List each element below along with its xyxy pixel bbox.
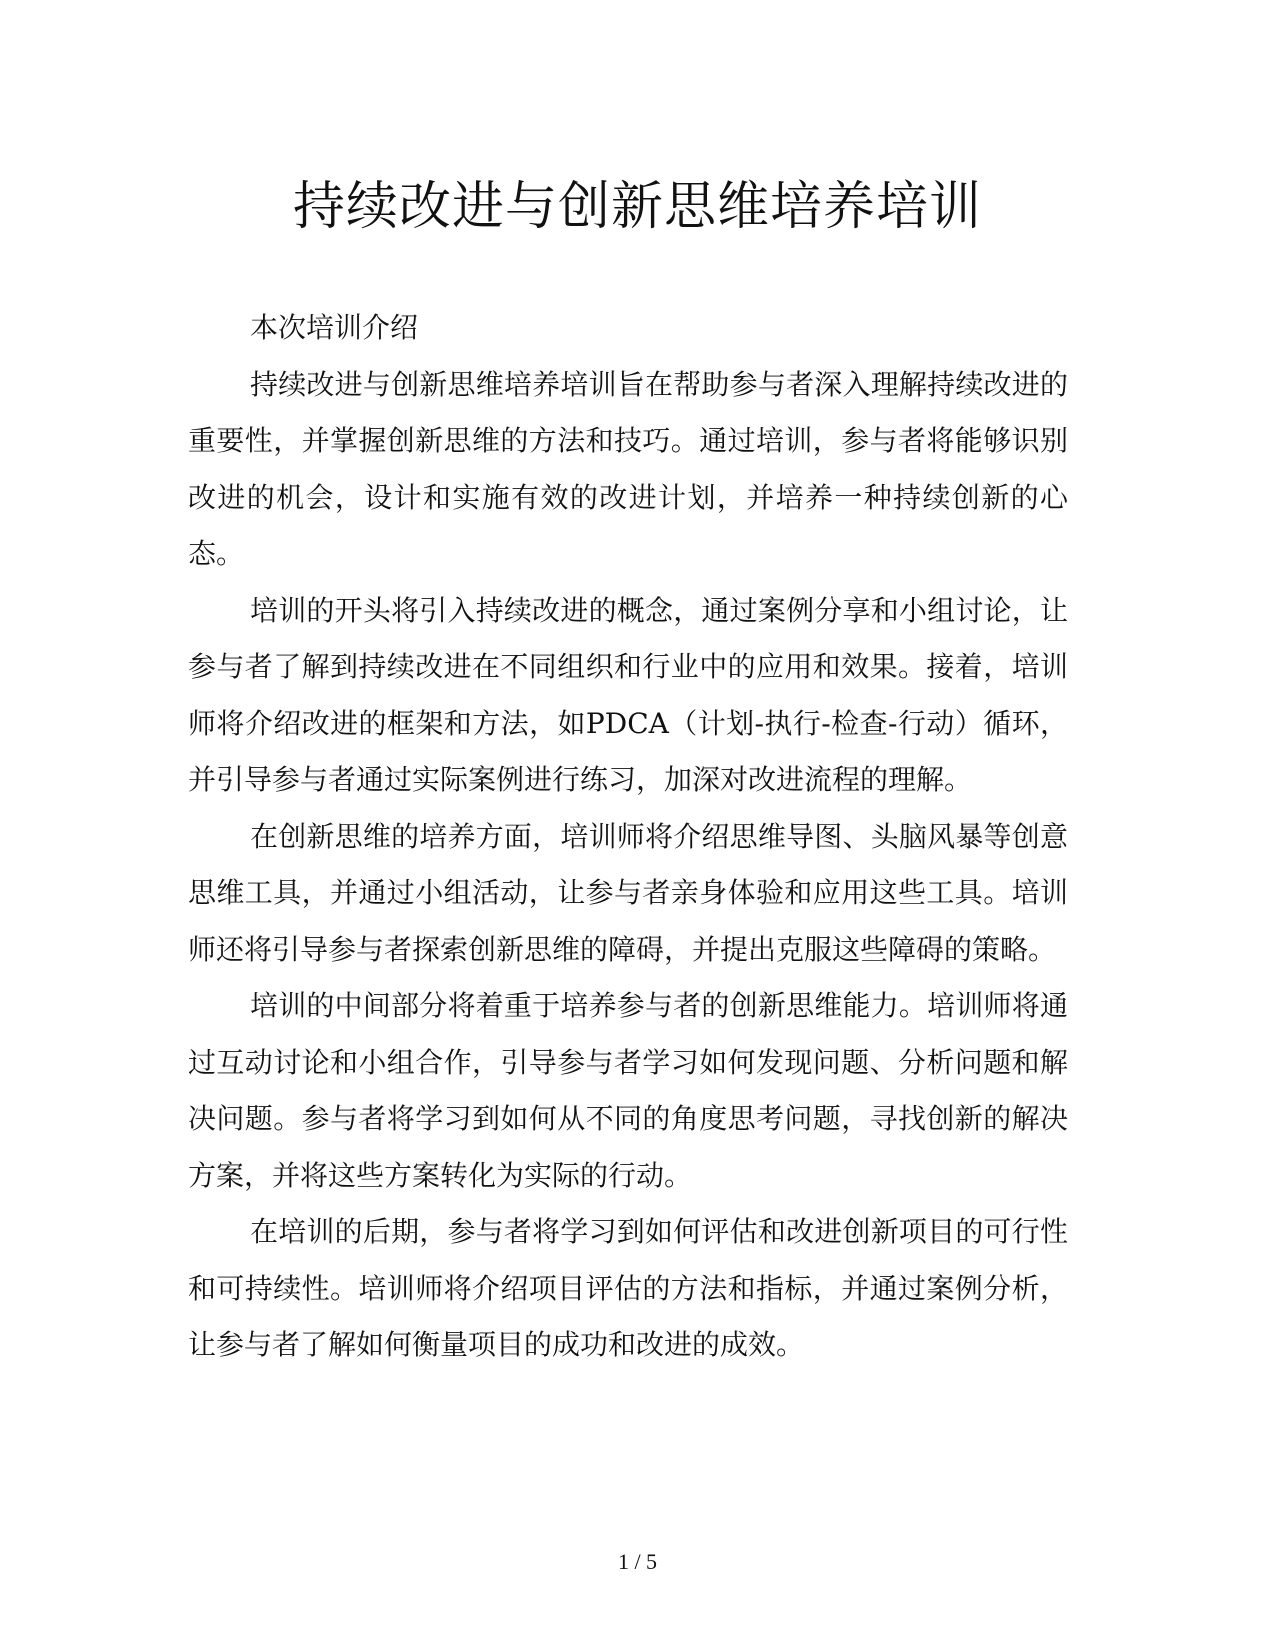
page-number: 1 / 5 <box>617 1549 658 1574</box>
section-heading-intro: 本次培训介绍 <box>250 311 419 344</box>
paragraph-later-section: 在培训的后期，参与者将学习到如何评估和改进创新项目的可行性和可持续性。培训师将介绍项目评估的方法和指标，并通过案例分析，让参与者了解如何衡量项目的成功和改进的成效。 <box>188 1215 1068 1361</box>
document-body <box>188 300 1068 1374</box>
paragraph-innovative-thinking-tools: 在创新思维的培养方面，培训师将介绍思维导图、头脑风暴等创意思维工具，并通过小组活动，让参与者亲身体验和应用这些工具。培训师还将引导参与者探索创新思维的障碍，并提出克服这些障碍的策略。 <box>188 819 1068 966</box>
paragraph-overview: 持续改进与创新思维培养培训旨在帮助参与者深入理解持续改进的重要性，并掌握创新思维的方法和技巧。通过培训，参与者将能够识别改进的机会，设计和实施有效的改进计划，并培养一种持续创新的心态。 <box>188 367 1068 570</box>
paragraph-continuous-improvement: 培训的开头将引入持续改进的概念，通过案例分享和小组讨论，让参与者了解到持续改进在不同组织和行业中的应用和效果。接着，培训师将介绍改进的框架和方法，如PDCA（计划-执行-检查-行动）循环，并引导参与者通过实际案例进行练习，加深对改进流程的理解。 <box>188 593 1068 796</box>
paragraph-middle-section: 培训的中间部分将着重于培养参与者的创新思维能力。培训师将通过互动讨论和小组合作，引导参与者学习如何发现问题、分析问题和解决问题。参与者将学习到如何从不同的角度思考问题，寻找创新的解决方案，并将这些方案转化为实际的行动。 <box>188 989 1068 1192</box>
page-title: 持续改进与创新思维培养培训 <box>292 177 982 237</box>
